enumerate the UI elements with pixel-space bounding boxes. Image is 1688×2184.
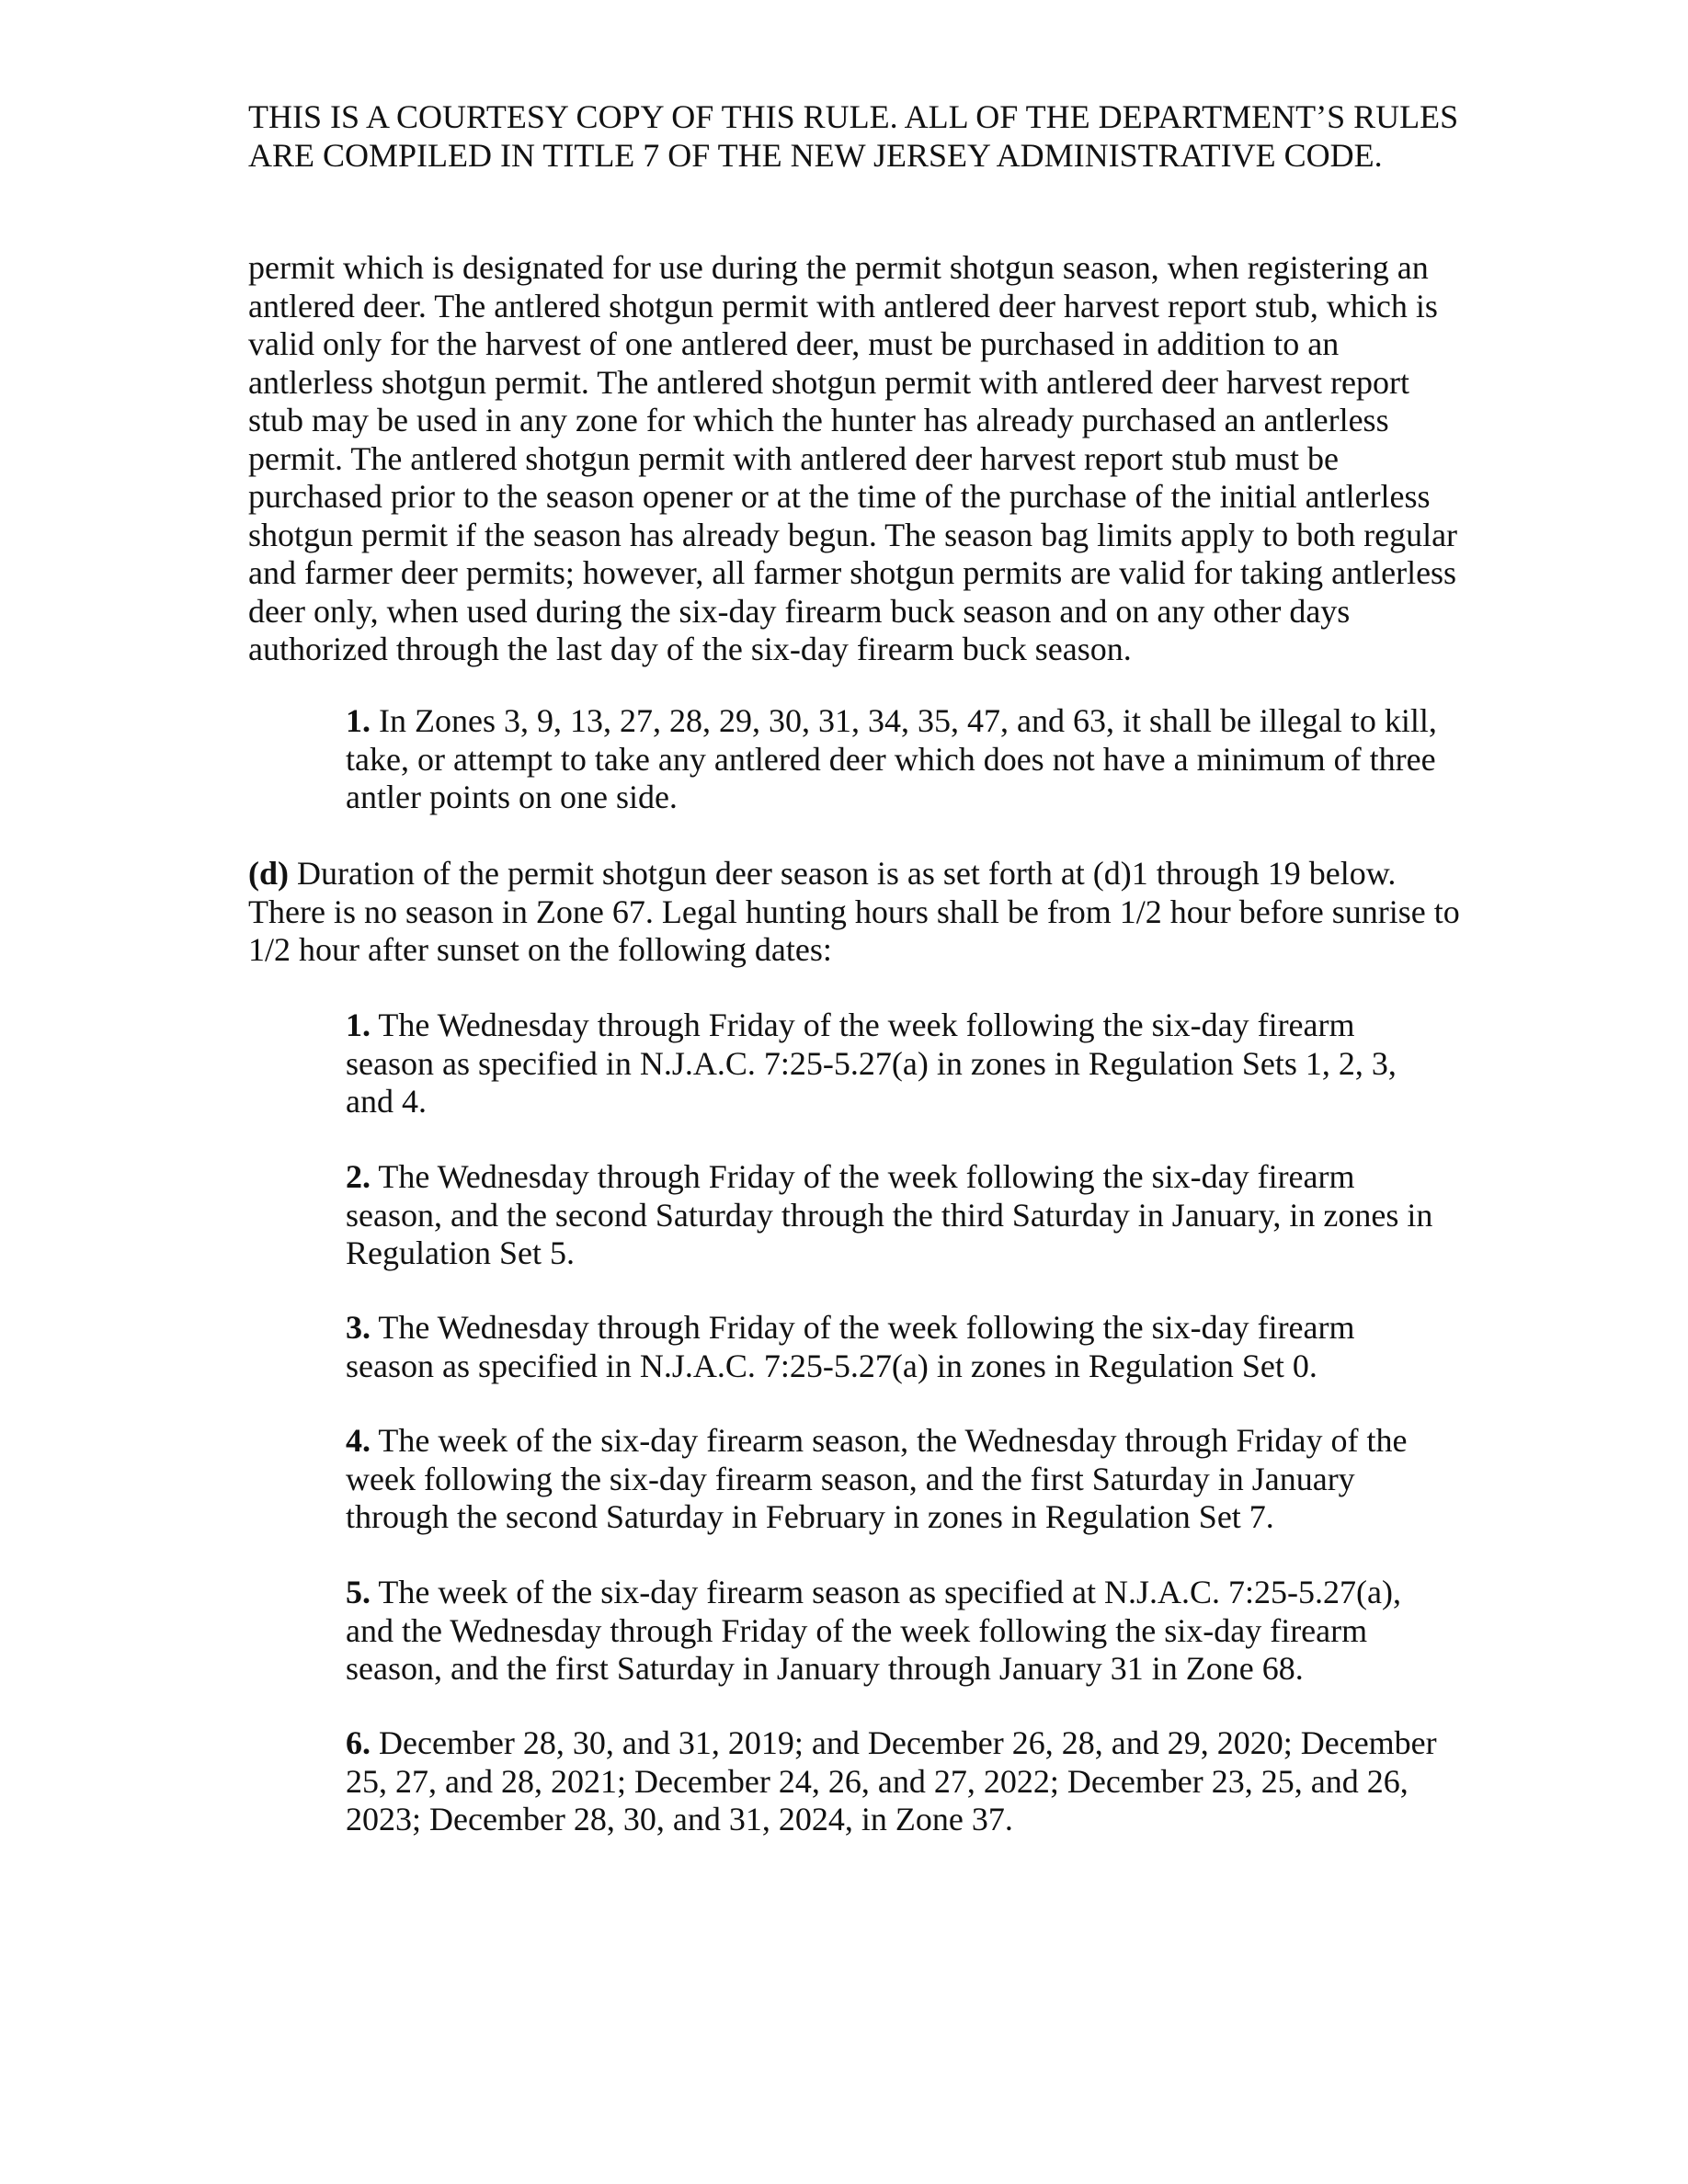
item-text: The Wednesday through Friday of the week following the six-day firearm season as specified in N.J.A.C. 7:25-5.27(a) in zones in Regulation Set 0. [346,1309,1355,1384]
item-text: The week of the six-day firearm season, the Wednesday through Friday of the week following the six-day firearm season, and the first Saturday in January through the second Saturday in February in zones in Regulation Set 7. [346,1422,1408,1535]
item-number: 1. [346,702,371,739]
season-date-item [346,1309,1449,1385]
item-number: 5. [346,1574,371,1610]
courtesy-copy-header: THIS IS A COURTESY COPY OF THIS RULE. ALL OF THE DEPARTMENT’S RULES ARE COMPILED IN TITLE 7 OF THE NEW JERSEY ADMINISTRATIVE CODE. [248,98,1459,174]
section-d-paragraph [248,855,1471,970]
season-date-item [346,1574,1449,1689]
item-number: 6. [346,1724,371,1761]
item-text: The Wednesday through Friday of the week following the six-day firearm season, and the second Saturday through the third Saturday in January, in zones in Regulation Set 5. [346,1158,1433,1271]
season-date-item [346,1724,1449,1839]
item-number: 1. [346,1007,371,1043]
item-text: December 28, 30, and 31, 2019; and December 26, 28, and 29, 2020; December 25, 27, and 28, 2021; December 24, 26, and 27, 2022; December 23, 25, and 26, 2023; December 28, 30, and 31, 2024, in Zone 37. [346,1724,1437,1837]
item-number: 2. [346,1158,371,1195]
item-text: The week of the six-day firearm season as specified at N.J.A.C. 7:25-5.27(a), and the Wednesday through Friday of the week following the six-day firearm season, and the first Saturday in January through January 31 in Zone 68. [346,1574,1402,1687]
item-number: 3. [346,1309,371,1346]
item-text: The Wednesday through Friday of the week following the six-day firearm season as specified in N.J.A.C. 7:25-5.27(a) in zones in Regulation Sets 1, 2, 3, and 4. [346,1007,1397,1120]
season-date-item [346,1422,1449,1537]
item-text: In Zones 3, 9, 13, 27, 28, 29, 30, 31, 34, 35, 47, and 63, it shall be illegal to kill, take, or attempt to take any antlered deer which does not have a minimum of three antler points on one side. [346,702,1437,815]
intro-paragraph: permit which is designated for use during the permit shotgun season, when registering an antlered deer. The antlered shotgun permit with antlered deer harvest report stub, which is valid only for the harvest of one antlered deer, must be purchased in addition to an antlerless shotgun permit. The antlered shotgun permit with antlered deer harvest report stub may be used in any zone for which the hunter has already purchased an antlerless permit. The antlered shotgun permit with antlered deer harvest report stub must be purchased prior to the season opener or at the time of the purchase of the initial antlerless shotgun permit if the season has already begun. The season bag limits apply to both regular and farmer deer permits; however, all farmer shotgun permits are valid for taking antlerless deer only, when used during the six-day firearm buck season and on any other days authorized through the last day of the six-day firearm buck season. [248,249,1458,667]
item-number: 4. [346,1422,371,1459]
season-date-item [346,1007,1449,1121]
section-label: (d) [248,855,289,892]
section-text: Duration of the permit shotgun deer season is as set forth at (d)1 through 19 below. There is no season in Zone 67. Legal hunting hours shall be from 1/2 hour before sunrise to 1/2 hour after sunset on the following dates: [248,855,1460,968]
antler-point-rule-item [346,702,1449,817]
season-date-item [346,1158,1449,1273]
